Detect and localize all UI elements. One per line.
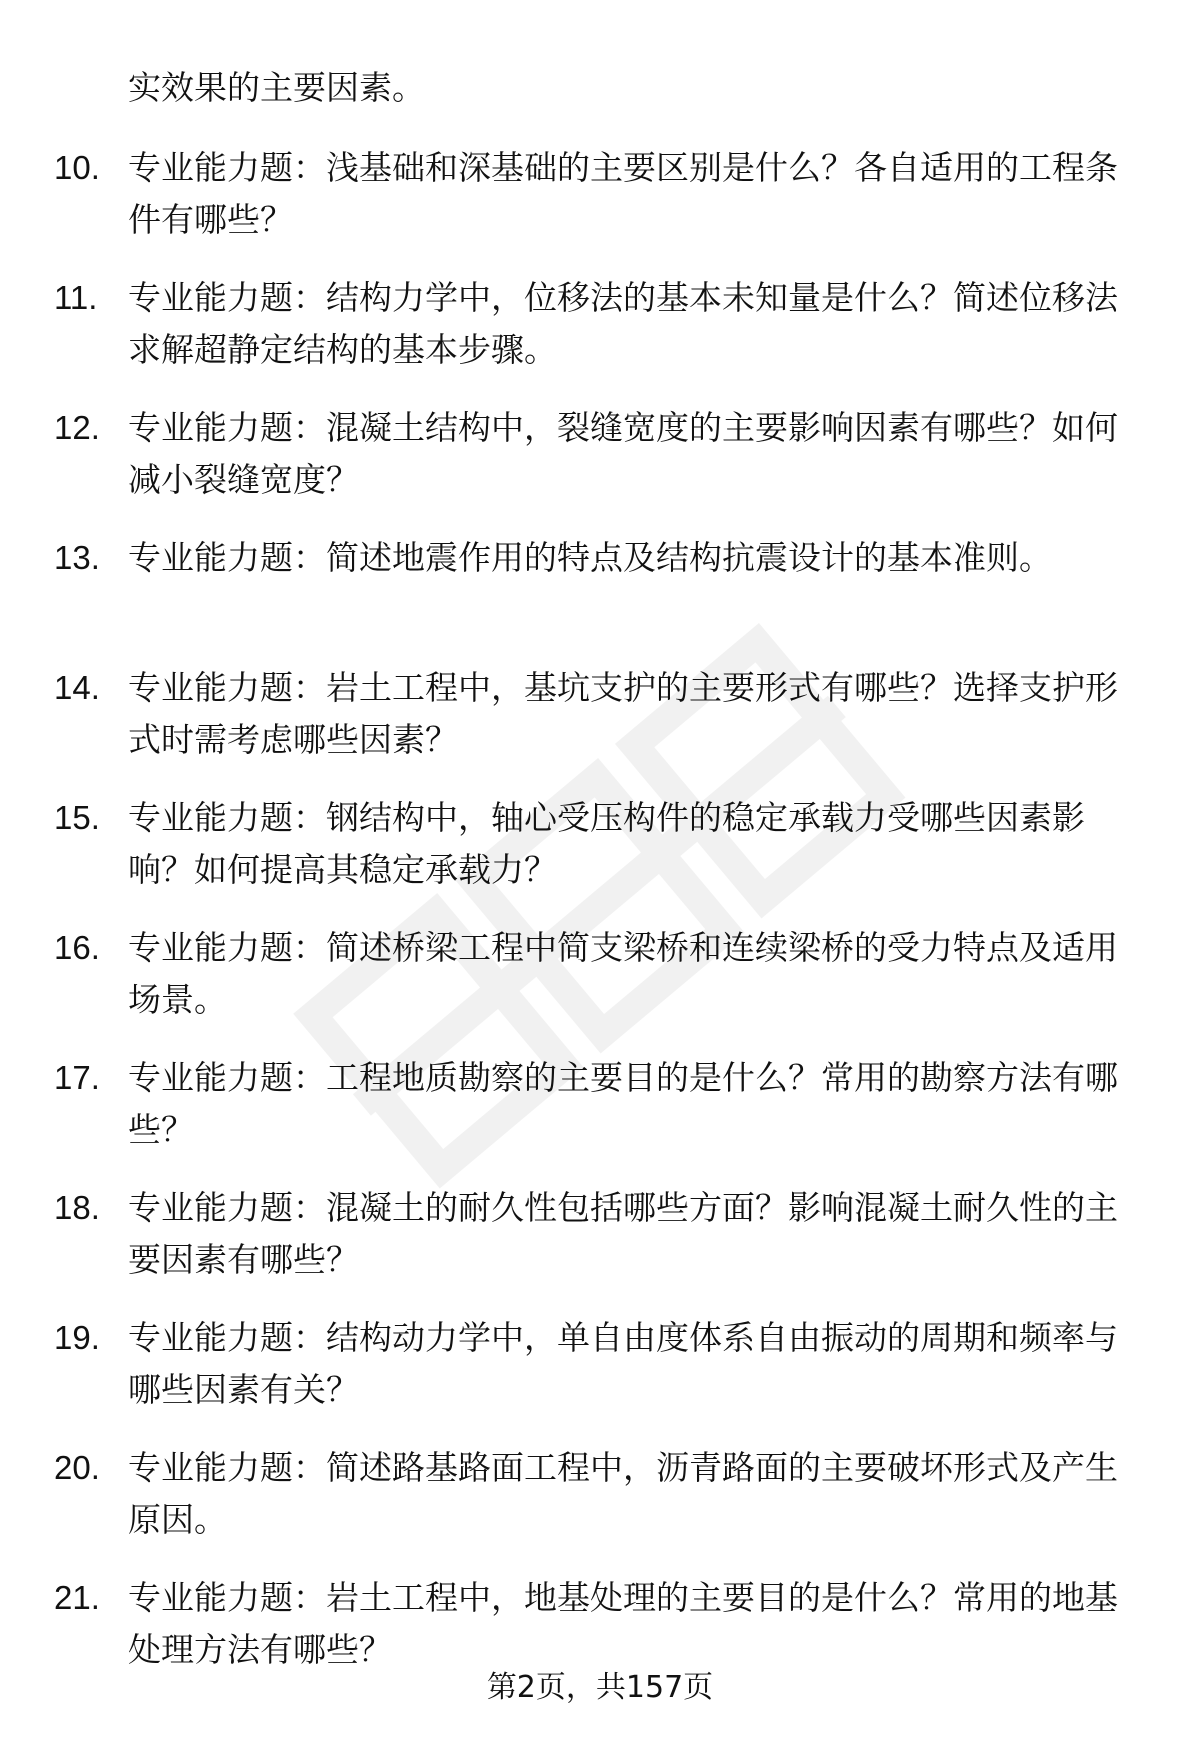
question-text: 专业能力题：结构力学中，位移法的基本未知量是什么？简述位移法求解超静定结构的基本步骤。 <box>128 278 1118 369</box>
question-number: 13. <box>54 539 100 576</box>
question-number: 20. <box>54 1449 100 1486</box>
question-item <box>0 792 1200 896</box>
question-item <box>0 1572 1200 1676</box>
question-item <box>0 402 1200 506</box>
question-text: 专业能力题：简述地震作用的特点及结构抗震设计的基本准则。 <box>128 538 1052 577</box>
question-text: 专业能力题：工程地质勘察的主要目的是什么？常用的勘察方法有哪些？ <box>128 1058 1118 1149</box>
question-number: 10. <box>54 149 100 186</box>
page-footer: 第2页，共157页 <box>486 1670 714 1705</box>
question-text: 专业能力题：结构动力学中，单自由度体系自由振动的周期和频率与哪些因素有关？ <box>128 1318 1118 1409</box>
question-number: 21. <box>54 1579 100 1616</box>
question-text: 专业能力题：混凝土结构中，裂缝宽度的主要影响因素有哪些？如何减小裂缝宽度？ <box>128 408 1118 499</box>
question-item <box>0 532 1200 584</box>
question-text: 专业能力题：岩土工程中，基坑支护的主要形式有哪些？选择支护形式时需考虑哪些因素？ <box>128 668 1118 759</box>
question-item <box>0 1052 1200 1156</box>
question-number: 17. <box>54 1059 100 1096</box>
question-item <box>0 1182 1200 1286</box>
question-list <box>0 142 1200 1702</box>
question-item <box>0 662 1200 766</box>
question-number: 11. <box>54 279 98 316</box>
question-number: 19. <box>54 1319 100 1356</box>
question-number: 16. <box>54 929 100 966</box>
question-item <box>0 922 1200 1026</box>
question-number: 14. <box>54 669 100 706</box>
question-number: 15. <box>54 799 100 836</box>
question-text: 专业能力题：钢结构中，轴心受压构件的稳定承载力受哪些因素影响？如何提高其稳定承载力？ <box>128 798 1085 889</box>
continuation-text: 实效果的主要因素。 <box>128 68 425 107</box>
question-item <box>0 142 1200 246</box>
question-number: 12. <box>54 409 100 446</box>
question-number: 18. <box>54 1189 100 1226</box>
question-text: 专业能力题：简述桥梁工程中简支梁桥和连续梁桥的受力特点及适用场景。 <box>128 928 1118 1019</box>
question-item <box>0 1442 1200 1546</box>
question-item <box>0 1312 1200 1416</box>
question-text: 专业能力题：岩土工程中，地基处理的主要目的是什么？常用的地基处理方法有哪些？ <box>128 1578 1118 1669</box>
question-text: 专业能力题：浅基础和深基础的主要区别是什么？各自适用的工程条件有哪些？ <box>128 148 1118 239</box>
question-item <box>0 272 1200 376</box>
question-text: 专业能力题：简述路基路面工程中，沥青路面的主要破坏形式及产生原因。 <box>128 1448 1118 1539</box>
question-text: 专业能力题：混凝土的耐久性包括哪些方面？影响混凝土耐久性的主要因素有哪些？ <box>128 1188 1118 1279</box>
